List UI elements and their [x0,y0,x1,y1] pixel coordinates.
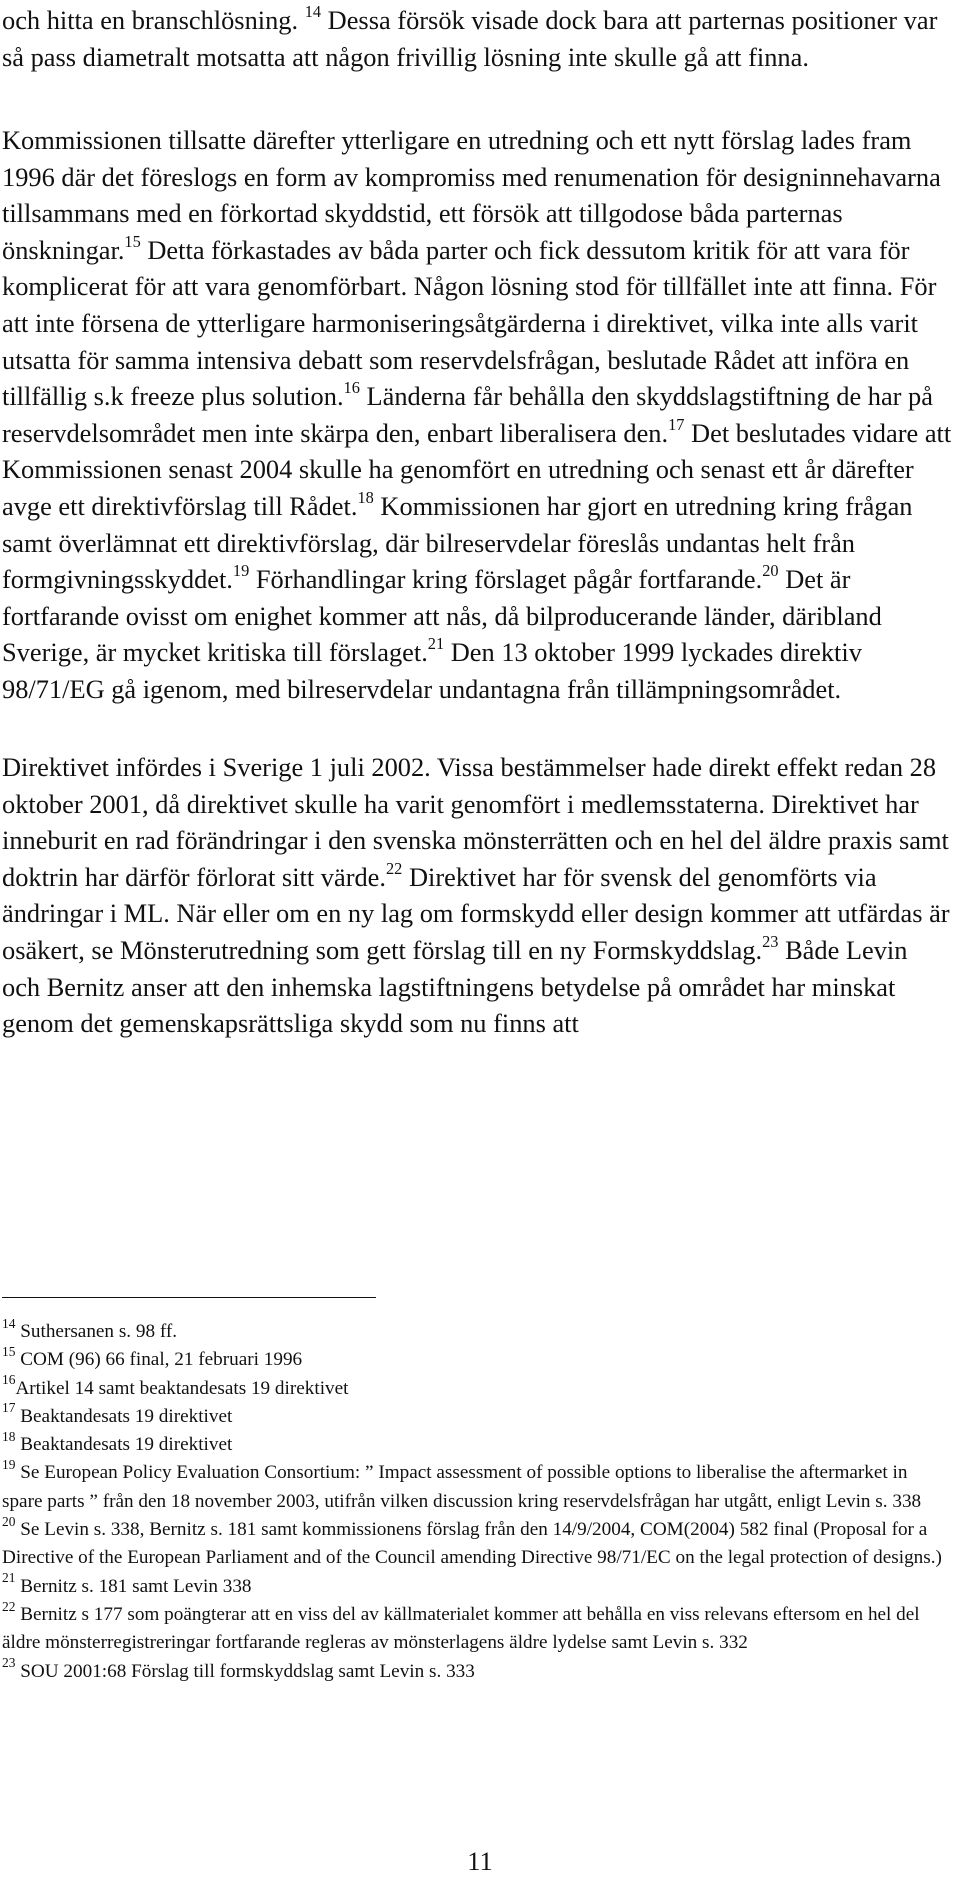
footnote-number: 23 [2,1655,16,1671]
paragraph-text: och hitta en branschlösning. [2,5,305,35]
footnote-reference: 16 [343,377,360,397]
footnote-reference: 20 [762,560,779,580]
footnote-14 [2,1315,952,1346]
footnote-text: Se European Policy Evaluation Consortium: ” Impact assessment of possible options to liberalise the aftermarket in spare parts ” från den 18 november 2003, utifrån vilken discussion kring reservdelsfrågan har utgått, enligt Levin s. 338 [2,1462,922,1512]
paragraph-text: Det beslutades vidare att Kommissionen senast 2004 skulle ha genomfört en utredning och senast ett år därefter avge ett direktivförslag till Rådet. [2,417,952,521]
footnote-text: Bernitz s 177 som poängterar att en viss del av källmaterialet kommer att behålla en viss relevans eftersom en hel del äldre mönsterregistreringar fortfarande regleras av mönsterlagens äldre lydelse samt Levin s. 332 [2,1603,920,1654]
paragraph-text: Förhandlingar kring förslaget pågår fortfarande. [249,564,763,595]
footnote-reference: 19 [232,560,250,580]
footnote-text: SOU 2001:68 Förslag till formskyddslag samt Levin s. 333 [15,1660,475,1682]
footnote-number: 20 [2,1513,16,1529]
paragraph-text: Direktivet har för svensk del genomförts via ändringar i ML. När eller om en ny lag om formskydd eller design kommer att utfärdas är osäkert, se Mönsterutredning som gett förslag till en ny Formskyddslag. [2,861,950,965]
footnote-reference: 23 [762,931,779,951]
footnote-16 [2,1372,952,1403]
footnote-reference: 14 [304,1,322,21]
footnote-reference: 17 [668,414,685,434]
footnote-text: Beaktandesats 19 direktivet [15,1434,233,1456]
footnote-20 [2,1513,952,1573]
footnote-number: 19 [2,1457,16,1473]
paragraph-text: Den 13 oktober 1999 lyckades direktiv 98/71/EG gå igenom, med bilreservdelar undantagna från tillämpningsområdet. [2,637,862,704]
footnote-number: 21 [2,1570,16,1586]
page-number: 11 [467,1846,493,1876]
paragraph-text: Länderna får behålla den skyddslagstiftning de har på reservdelsområdet men inte skärpa den, enbart liberalisera den. [2,381,933,448]
footnote-text: Artikel 14 samt beaktandesats 19 direktivet [15,1377,349,1399]
paragraph-text: Dessa försök visade dock bara att parternas positioner var så pass diametralt motsatta att någon frivillig lösning inte skulle gå att finna. [2,5,938,72]
footnote-17 [2,1400,952,1431]
footnote-text: Se Levin s. 338, Bernitz s. 181 samt kommissionens förslag från den 14/9/2004, COM(2004) 582 final (Proposal for a Directive of the European Parliament and of the Council amending Directive 98/71/EC on the legal protection of designs.) [2,1519,942,1569]
footnote-reference: 22 [386,858,403,878]
footnote-text: Beaktandesats 19 direktivet [15,1405,233,1427]
paragraph-text: Detta förkastades av båda parter och fick dessutom kritik för att vara för komplicerat för att vara genomförbart. Någon lösning stod för tillfället inte att finna. För att inte försena de ytterligare harmoniseringsåtgärderna i direktivet, vilka inte alls varit utsatta för samma intensiva debatt som reservdelsfrågan, beslutade Rådet att införa en tillfällig s.k freeze plus solution. [2,234,937,412]
body-paragraph-3 [2,749,952,1042]
footnote-23 [2,1655,952,1686]
footnote-21 [2,1570,952,1601]
paragraph-text: Både Levin och Bernitz anser att den inhemska lagstiftningens betydelse på området har minskat genom det gemenskapsrättsliga skydd som nu finns att [2,934,908,1039]
footnote-reference: 21 [427,634,445,654]
footnote-text: Suthersanen s. 98 ff. [15,1321,178,1342]
body-paragraph-2 [2,122,952,708]
footnote-18 [2,1428,952,1459]
footnote-number: 15 [2,1343,16,1359]
footnotes [2,1315,952,1686]
footnote-reference: 15 [124,231,141,251]
footnote-number: 18 [2,1428,16,1444]
body-paragraph-1 [2,2,952,75]
footnote-15 [2,1343,952,1374]
footnote-number: 17 [2,1400,16,1416]
paragraph-text: Kommissionen har gjort en utredning kring frågan samt överlämnat ett direktivförslag, där bilreservdelar föreslås undantas helt från formgivningsskyddet. [2,490,913,595]
footnote-text: Bernitz s. 181 samt Levin 338 [15,1575,252,1597]
footnote-text: COM (96) 66 final, 21 februari 1996 [15,1349,303,1371]
footnote-22 [2,1598,952,1658]
paragraph-text: Kommissionen tillsatte därefter ytterligare en utredning och ett nytt förslag lades fram 1996 där det föreslogs en form av kompromiss med renumenation för designinnehavarna tillsammans med en förkortad skyddstid, ett försök att tillgodose båda parternas önskningar. [2,125,941,265]
paragraph-text: Det är fortfarande ovisst om enighet kommer att nås, då bilproducerande länder, däribland Sverige, är mycket kritiska till förslaget. [2,564,882,668]
footnote-19 [2,1459,952,1516]
footnote-number: 16 [2,1372,16,1388]
footnote-number: 14 [2,1315,16,1331]
paragraph-text: Direktivet infördes i Sverige 1 juli 2002. Vissa bestämmelser hade direkt effekt redan 28 oktober 2001, då direktivet skulle ha varit genomfört i medlemsstaterna. Direktivet har inneburit en rad förändringar i den svenska mönsterrätten och en hel del äldre praxis samt doktrin har därför förlorat sitt värde. [2,752,949,892]
footnote-reference: 18 [357,487,374,507]
footnote-separator [2,1297,376,1298]
footnote-number: 22 [2,1598,16,1614]
